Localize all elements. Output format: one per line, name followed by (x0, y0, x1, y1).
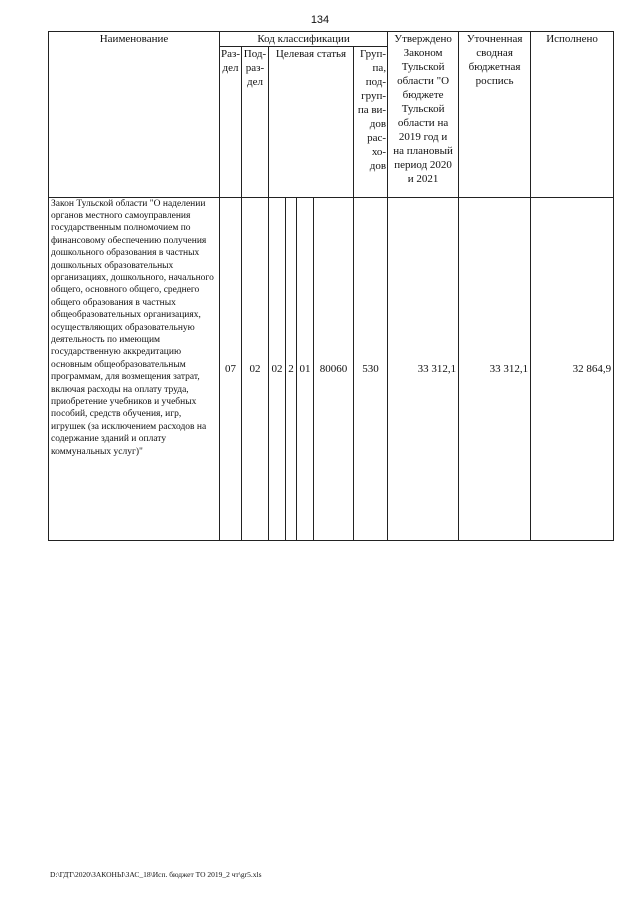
row-executed: 32 864,9 (531, 197, 614, 540)
row-subsection: 02 (242, 197, 269, 540)
row-section: 07 (220, 197, 242, 540)
header-executed: Исполнено (531, 32, 614, 198)
header-target-article-space (269, 61, 354, 197)
header-section: Раз- дел (220, 47, 242, 198)
row-target-2: 2 (286, 197, 297, 540)
footer-file-path: D:\ГДТ\2020\ЗАКОНЫ\ЗАС_18\Исп. бюджет ТО 2019_2 чт\gr5.xls (50, 870, 262, 879)
header-name: Наименование (49, 32, 220, 198)
page-number: 134 (310, 14, 330, 26)
header-approved: Утверждено Законом Тульской области "О бюджете Тульской области на 2019 год и на плановый период 2020 и 2021 (388, 32, 459, 198)
row-target-1: 02 (269, 197, 286, 540)
header-subsection: Под- раз- дел (242, 47, 269, 198)
row-name: Закон Тульской области "О наделении органов местного самоуправления государственным полномочием по финансовому обеспечению получения дошкольного образования в частных дошкольных образовательных организациях, дошкольного, начального общего, основного общего, среднего общего образования в частных общеобразовательных организациях, осуществляющих образовательную деятельность по имеющим государственную аккредитацию основным общеобразовательным программам, для возмещения затрат, включая расходы на оплату труда, приобретение учебников и учебных пособий, средств обучения, игр, игрушек (за исключением расходов на содержание зданий и оплату коммунальных услуг)" (49, 197, 220, 540)
header-code-group: Код классификации (220, 32, 388, 47)
row-expense-group: 530 (354, 197, 388, 540)
row-target-4: 80060 (314, 197, 354, 540)
header-refined: Уточненная сводная бюджетная роспись (459, 32, 531, 198)
header-expense-group: Груп- па, под- груп- па ви- дов рас- хо- дов (354, 47, 388, 198)
row-refined: 33 312,1 (459, 197, 531, 540)
header-target-article: Целевая статья (269, 47, 354, 62)
header-row-top (49, 32, 614, 47)
row-target-3: 01 (297, 197, 314, 540)
budget-table (48, 31, 614, 541)
table-row (49, 197, 614, 540)
row-approved: 33 312,1 (388, 197, 459, 540)
